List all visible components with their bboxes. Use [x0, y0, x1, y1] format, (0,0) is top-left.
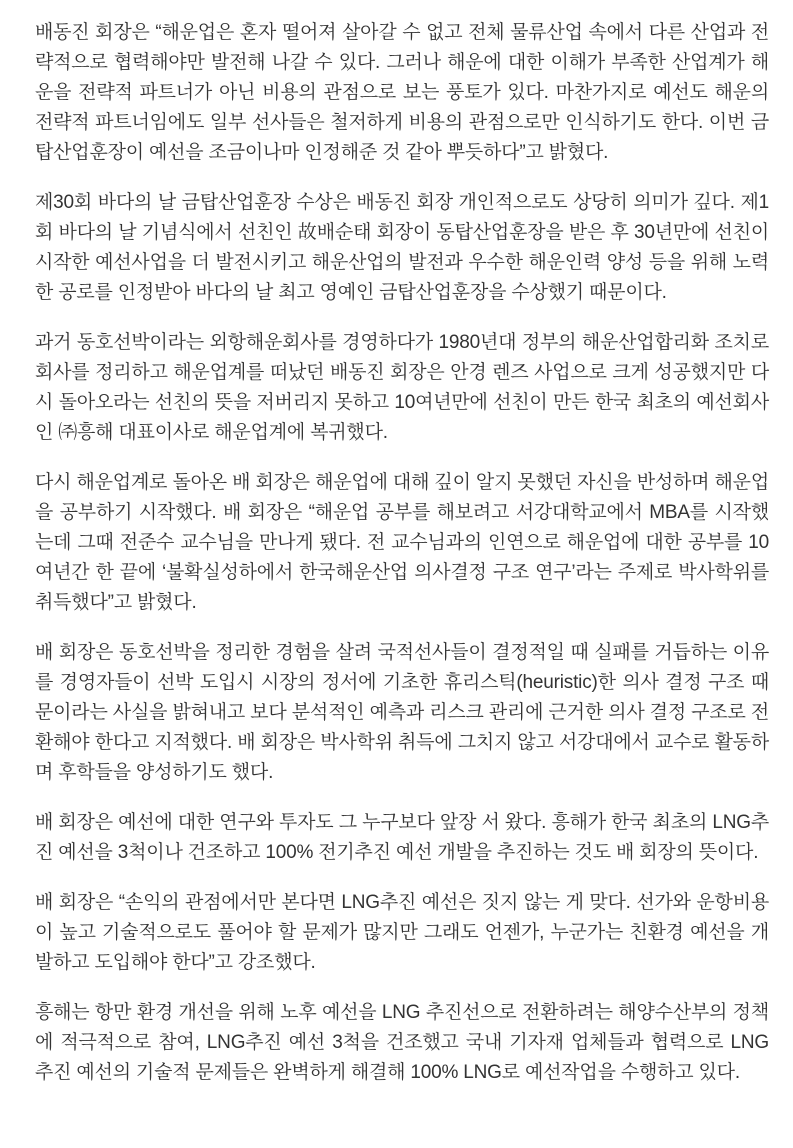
article-paragraph: 배 회장은 동호선박을 정리한 경험을 살려 국적선사들이 결정적일 때 실패를 거듭하는 이유를 경영자들이 선박 도입시 시장의 정서에 기초한 휴리스틱(heuristic)한 의사 결정 구조 때문이라는 사실을 밝혀내고 보다 분석적인 예측과 리스크 관리에 근거한 의사 결정 구조로 전환해야 한다고 지적했다. 배 회장은 박사학위 취득에 그치지 않고 서강대에서 교수로 활동하며 후학들을 양성하기도 했다. — [35, 642, 769, 783]
article-paragraph: 다시 해운업계로 돌아온 배 회장은 해운업에 대해 깊이 알지 못했던 자신을 반성하며 해운업을 공부하기 시작했다. 배 회장은 “해운업 공부를 해보려고 서강대학교에서 MBA를 시작했는데 그때 전준수 교수님을 만나게 됐다. 전 교수님과의 인연으로 해운업에 대한 공부를 10여년간 한 끝에 ‘불확실성하에서 한국해운산업 의사결정 구조 연구’라는 주제로 박사학위를 취득했다”고 밝혔다. — [35, 472, 769, 613]
article-paragraph: 흥해는 항만 환경 개선을 위해 노후 예선을 LNG 추진선으로 전환하려는 해양수산부의 정책에 적극적으로 참여, LNG추진 예선 3척을 건조했고 국내 기자재 업체들과 협력으로 LNG 추진 예선의 기술적 문제들은 완벽하게 해결해 100% LNG로 예선작업을 수행하고 있다. — [35, 1002, 769, 1083]
article-paragraph: 과거 동호선박이라는 외항해운회사를 경영하다가 1980년대 정부의 해운산업합리화 조치로 회사를 정리하고 해운업계를 떠났던 배동진 회장은 안경 렌즈 사업으로 크게 성공했지만 다시 돌아오라는 선친의 뜻을 저버리지 못하고 10여년만에 선친이 만든 한국 최초의 예선회사인 ㈜흥해 대표이사로 해운업계에 복귀했다. — [35, 332, 769, 443]
article-paragraph: 배 회장은 “손익의 관점에서만 본다면 LNG추진 예선은 짓지 않는 게 맞다. 선가와 운항비용이 높고 기술적으로도 풀어야 할 문제가 많지만 그래도 언젠가, 누군가는 친환경 예선을 개발하고 도입해야 한다”고 강조했다. — [35, 892, 769, 973]
article-paragraph: 배 회장은 예선에 대한 연구와 투자도 그 누구보다 앞장 서 왔다. 흥해가 한국 최초의 LNG추진 예선을 3척이나 건조하고 100% 전기추진 예선 개발을 추진하는 것도 배 회장의 뜻이다. — [35, 812, 769, 863]
article-paragraph: 배동진 회장은 “해운업은 혼자 떨어져 살아갈 수 없고 전체 물류산업 속에서 다른 산업과 전략적으로 협력해야만 발전해 나갈 수 있다. 그러나 해운에 대한 이해가 부족한 산업계가 해운을 전략적 파트너가 아닌 비용의 관점으로 보는 풍토가 있다. 마찬가지로 예선도 해운의 전략적 파트너임에도 일부 선사들은 철저하게 비용의 관점으로만 인식하기도 한다. 이번 금탑산업훈장이 예선을 조금이나마 인정해준 것 같아 뿌듯하다”고 밝혔다. — [35, 22, 769, 163]
article-paragraph: 제30회 바다의 날 금탑산업훈장 수상은 배동진 회장 개인적으로도 상당히 의미가 깊다. 제1회 바다의 날 기념식에서 선친인 故배순태 회장이 동탑산업훈장을 받은 후 30년만에 선친이 시작한 예선사업을 더 발전시키고 해운산업의 발전과 우수한 해운인력 양성 등을 위해 노력한 공로를 인정받아 바다의 날 최고 영예인 금탑산업훈장을 수상했기 때문이다. — [35, 192, 769, 303]
